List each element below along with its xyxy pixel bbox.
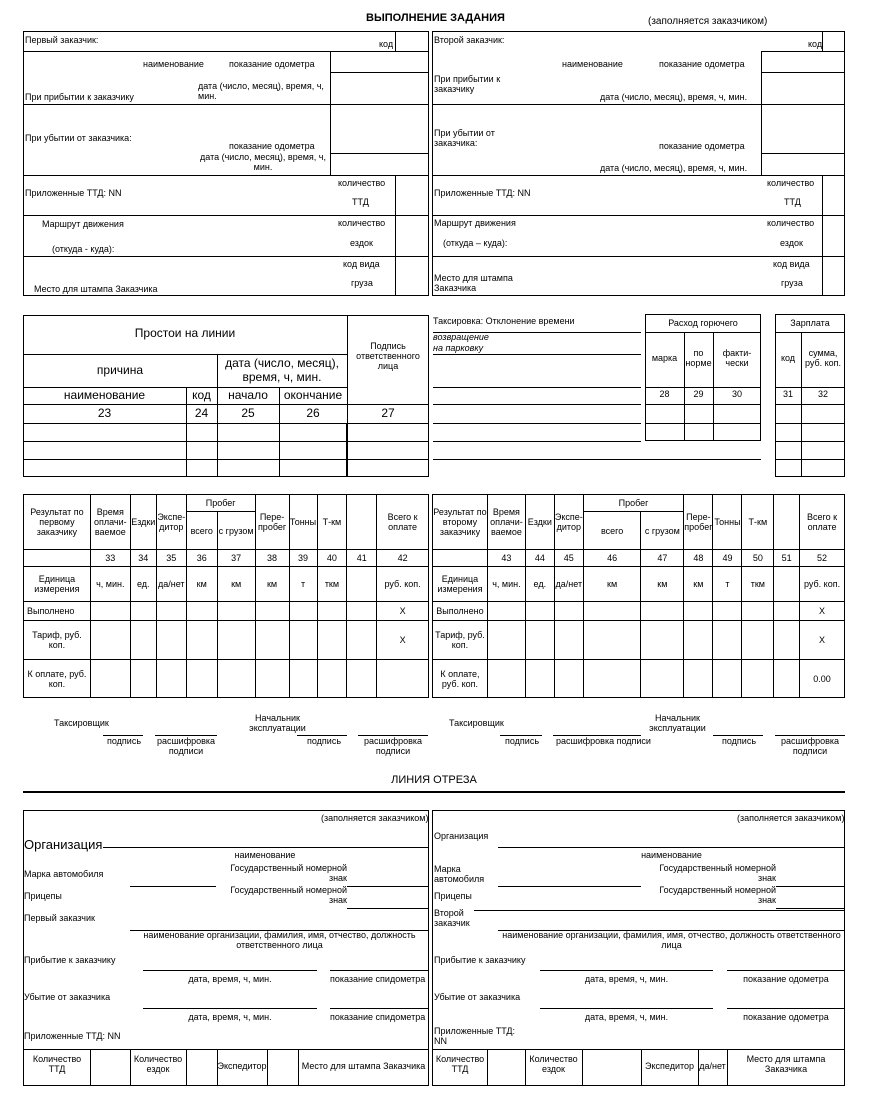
r2-overrun-header: Пере-пробег: [684, 495, 713, 550]
downtime-num-24: 24: [194, 406, 209, 420]
r2-unit: т: [713, 567, 742, 602]
r2-num: 44: [525, 550, 554, 567]
r2-mileage-header: Пробег: [583, 495, 683, 512]
second-qty-label: количество: [767, 178, 815, 188]
stub-left-customer-sub: наименование организации, фамилия, имя, отчество, должность ответственного лица: [143, 930, 416, 950]
sig-right-decode-2: расшифровка подписи: [780, 736, 840, 756]
stub-left-qty-trips: Количество ездок: [133, 1054, 183, 1074]
r1-unit: км: [255, 567, 289, 602]
downtime-title: Простои на линии: [134, 326, 236, 340]
r1-num: 40: [317, 550, 347, 567]
r2-done-x: X: [800, 602, 845, 621]
stub-right-note: (заполняется заказчиком): [737, 813, 845, 823]
r1-unit: ткм: [317, 567, 347, 602]
stub-left-dt-2: дата, время, ч, мин.: [188, 1012, 272, 1022]
stub-left-plate-2: Государственный номерной знак: [230, 885, 347, 905]
r2-result-header: Результат по второму заказчику: [433, 495, 488, 550]
sig-right-sign-2: подпись: [722, 736, 757, 746]
taxing-label: Таксировка: Отклонение времени: [433, 316, 575, 326]
fuel-norm: по норме: [685, 348, 712, 368]
sig-left-sign-2: подпись: [307, 736, 342, 746]
r2-unit: ед.: [525, 567, 554, 602]
r2-num: 48: [684, 550, 713, 567]
results-table-1: [23, 494, 429, 698]
r1-num: 34: [130, 550, 156, 567]
r1-done-label: Выполнено: [24, 602, 91, 621]
salary-num-32: 32: [817, 389, 828, 399]
sig-right-taxer: Таксировщик: [449, 718, 504, 728]
second-route-label: Маршрут движения: [434, 218, 516, 228]
sig-right-sign-1: подпись: [505, 736, 540, 746]
r2-total-header: Всего к оплате: [800, 495, 845, 550]
stub-right-customer-sub: наименование организации, фамилия, имя, отчество, должность ответственного лица: [502, 930, 841, 950]
fuel-actual: факти-чески: [722, 348, 752, 368]
r2-pay-sum: 0.00: [800, 660, 845, 698]
downtime-signature-label: Подпись ответственного лица: [356, 341, 420, 371]
second-customer-code-label: код: [808, 39, 823, 49]
stub-right-qty-ttd: Количество ТТД: [435, 1054, 485, 1074]
stub-right-customer: Второй заказчик: [434, 908, 470, 928]
stub-right-trailers: Прицепы: [434, 891, 472, 901]
second-customer-label: Второй заказчик:: [434, 35, 505, 45]
sig-left-chief: Начальник эксплуатации: [249, 713, 306, 733]
first-stamp-label: Место для штампа Заказчика: [34, 284, 158, 294]
sig-left-decode-1: расшифровка подписи: [156, 736, 216, 756]
second-odometer-label: показание одометра: [659, 59, 745, 69]
first-odometer-label-2: показание одометра: [229, 141, 315, 151]
r1-total-header: Всего к оплате: [377, 495, 429, 550]
downtime-num-25: 25: [241, 406, 255, 420]
r2-forwarder-header: Экспе-дитор: [554, 495, 583, 550]
downtime-name-col: наименование: [63, 388, 146, 402]
taxing-parking: на парковку: [433, 343, 484, 353]
r2-num: 49: [713, 550, 742, 567]
salary-sum: сумма, руб. коп.: [804, 348, 842, 368]
cut-line: [23, 791, 845, 793]
downtime-num-23: 23: [97, 406, 112, 420]
r2-unit: км: [583, 567, 641, 602]
second-name-label: наименование: [562, 59, 623, 69]
stub-left-ttd: Приложенные ТТД: NN: [24, 1031, 121, 1041]
stub-left-odo-2: показание спидометра: [330, 1012, 426, 1022]
first-name-label: наименование: [143, 59, 204, 69]
r2-num: 47: [641, 550, 684, 567]
sig-right-chief: Начальник эксплуатации: [649, 713, 706, 733]
stub-left-stamp: Место для штампа Заказчика: [301, 1061, 426, 1071]
r2-tariff-label: Тариф, руб. коп.: [433, 621, 488, 660]
r1-pay-label: К оплате, руб. коп.: [24, 660, 91, 698]
second-ttd-label: Приложенные ТТД: NN: [434, 188, 531, 198]
r2-unit: км: [641, 567, 684, 602]
second-odometer-label-2: показание одометра: [659, 141, 745, 151]
r1-unit: руб. коп.: [377, 567, 429, 602]
r2-num: 46: [583, 550, 641, 567]
stub-left-trailers: Прицепы: [24, 891, 62, 901]
r1-mileage-total: всего: [186, 512, 217, 550]
page-title: ВЫПОЛНЕНИЕ ЗАДАНИЯ: [366, 12, 505, 24]
first-ttd-label: Приложенные ТТД: NN: [25, 188, 122, 198]
downtime-end-col: окончание: [283, 388, 343, 402]
second-arrival-label: При прибытии к заказчику: [434, 74, 501, 94]
r1-unit: да/нет: [156, 567, 186, 602]
stub-left-car: Марка автомобиля: [24, 869, 104, 879]
second-datetime-label-2: дата (число, месяц), время, ч, мин.: [600, 163, 748, 173]
fuel-num-30: 30: [731, 389, 742, 399]
second-qty-label-2: количество: [767, 218, 815, 228]
r2-tariff-x: X: [800, 621, 845, 660]
sig-left-sign-1: подпись: [107, 736, 142, 746]
first-departure-label: При убытии от заказчика:: [25, 133, 132, 143]
r1-tariff-x: X: [377, 621, 429, 660]
second-ttd-short: ТТД: [784, 197, 801, 207]
first-route-sub: (откуда - куда):: [52, 244, 115, 254]
stub-right-arrival: Прибытие к заказчику: [434, 955, 526, 965]
stub-right-car: Марка автомобиля: [434, 864, 485, 884]
r2-unit-label: Единица измерения: [433, 567, 488, 602]
r1-num: 41: [347, 550, 377, 567]
first-ttd-short: ТТД: [352, 197, 369, 207]
second-trips-label: ездок: [780, 238, 803, 248]
cut-line-label: ЛИНИЯ ОТРЕЗА: [391, 774, 477, 786]
first-odometer-label: показание одометра: [229, 59, 315, 69]
stub-left-arrival: Прибытие к заказчику: [24, 955, 116, 965]
stub-left-odo-1: показание спидометра: [330, 974, 426, 984]
downtime-reason-label: причина: [96, 363, 144, 377]
r2-num: 50: [742, 550, 774, 567]
r1-unit-label: Единица измерения: [24, 567, 91, 602]
r1-time-header: Время оплачи-ваемое: [90, 495, 130, 550]
first-cargo-code-label: код вида: [343, 259, 380, 269]
r1-num: 33: [90, 550, 130, 567]
r2-unit: ч, мин.: [487, 567, 525, 602]
results-table-2: [432, 494, 845, 698]
fuel-num-28: 28: [659, 389, 670, 399]
header-note: (заполняется заказчиком): [648, 16, 768, 27]
r1-unit: км: [186, 567, 217, 602]
taxing-return: возвращение: [433, 332, 489, 342]
r2-num: 51: [774, 550, 800, 567]
first-datetime-label: дата (число, месяц), время, ч, мин.: [198, 81, 324, 101]
stub-right-ttd: Приложенные ТТД: NN: [434, 1026, 515, 1046]
r2-unit: км: [684, 567, 713, 602]
first-trips-label: ездок: [350, 238, 373, 248]
stub-right-odo-2: показание одометра: [743, 1012, 829, 1022]
r1-num: 35: [156, 550, 186, 567]
fuel-brand: марка: [651, 353, 678, 363]
r2-tkm-header: Т-км: [742, 495, 774, 550]
salary-num-31: 31: [782, 389, 793, 399]
stub-left-qty-ttd: Количество ТТД: [32, 1054, 82, 1074]
r2-num: 43: [487, 550, 525, 567]
r2-pay-label: К оплате, руб. коп.: [433, 660, 488, 698]
second-cargo-code-label: код вида: [773, 259, 810, 269]
stub-left-plate-1: Государственный номерной знак: [230, 863, 347, 883]
r1-num: 39: [289, 550, 317, 567]
fuel-title: Расход горючего: [668, 318, 738, 328]
first-cargo-label: груза: [351, 278, 373, 288]
stub-right-stamp: Место для штампа Заказчика: [746, 1054, 826, 1074]
second-departure-label: При убытии от заказчика:: [434, 128, 495, 148]
stub-right-departure: Убытие от заказчика: [434, 992, 521, 1002]
first-arrival-label: При прибытии к заказчику: [25, 92, 134, 102]
stub-right-org: Организация: [434, 831, 489, 841]
r1-done-x: X: [377, 602, 429, 621]
r1-num: 37: [217, 550, 255, 567]
first-qty-label: количество: [338, 178, 386, 188]
second-route-sub: (откуда – куда):: [443, 238, 508, 248]
sig-right-decode-1: расшифровка подписи: [556, 736, 651, 746]
downtime-num-27: 27: [381, 406, 395, 420]
r1-tariff-label: Тариф, руб. коп.: [24, 621, 91, 660]
downtime-start-col: начало: [228, 388, 268, 402]
r1-overrun-header: Пере-пробег: [255, 495, 289, 550]
r1-unit: ч, мин.: [90, 567, 130, 602]
stub-right-forwarder: Экспедитор: [645, 1061, 694, 1071]
stub-left-name: наименование: [234, 850, 296, 860]
stub-right-plate-2: Государственный номерной знак: [659, 885, 776, 905]
r1-forwarder-header: Экспе-дитор: [156, 495, 186, 550]
r1-unit: т: [289, 567, 317, 602]
second-cargo-label: груза: [781, 278, 803, 288]
sig-left-taxer: Таксировщик: [54, 718, 109, 728]
r2-mileage-loaded: с грузом: [641, 512, 684, 550]
stub-right-dt-1: дата, время, ч, мин.: [584, 974, 669, 984]
second-datetime-label: дата (число, месяц), время, ч, мин.: [600, 92, 748, 102]
stub-right-qty-trips: Количество ездок: [529, 1054, 578, 1074]
first-customer-label: Первый заказчик:: [25, 35, 99, 45]
downtime-datetime-label: дата (число, месяц), время, ч, мин.: [225, 356, 339, 384]
r2-unit: да/нет: [554, 567, 583, 602]
r1-tons-header: Тонны: [289, 495, 317, 550]
stub-right-odo-1: показание одометра: [743, 974, 829, 984]
salary-title: Зарплата: [790, 318, 830, 328]
r2-trips-header: Ездки: [525, 495, 554, 550]
stub-left-departure: Убытие от заказчика: [24, 992, 111, 1002]
first-datetime-label-2: дата (число, месяц), время, ч, мин.: [200, 152, 326, 172]
r1-num: 42: [377, 550, 429, 567]
fuel-num-29: 29: [693, 389, 704, 399]
r1-result-header: Результат по первому заказчику: [24, 495, 91, 550]
sig-left-decode-2: расшифровка подписи: [363, 736, 423, 756]
r1-mileage-loaded: с грузом: [217, 512, 255, 550]
r2-tons-header: Тонны: [713, 495, 742, 550]
stub-left-customer: Первый заказчик: [24, 913, 95, 923]
stub-left-note: (заполняется заказчиком): [321, 813, 429, 823]
stub-left-forwarder: Экспедитор: [217, 1061, 267, 1071]
r2-unit: ткм: [742, 567, 774, 602]
downtime-num-26: 26: [306, 406, 320, 420]
stub-right-plate-1: Государственный номерной знак: [659, 863, 776, 883]
r1-unit: км: [217, 567, 255, 602]
r1-trips-header: Ездки: [130, 495, 156, 550]
stub-right-name: наименование: [641, 850, 702, 860]
r2-num: 45: [554, 550, 583, 567]
first-qty-label-2: количество: [338, 218, 386, 228]
r1-tkm-header: Т-км: [317, 495, 347, 550]
r2-mileage-total: всего: [583, 512, 641, 550]
first-customer-code-label: код: [379, 39, 394, 49]
stub-left-dt-1: дата, время, ч, мин.: [188, 974, 272, 984]
r2-unit: руб. коп.: [800, 567, 845, 602]
salary-code: код: [780, 353, 796, 363]
r2-time-header: Время оплачи-ваемое: [487, 495, 525, 550]
r1-unit: ед.: [130, 567, 156, 602]
second-stamp-label: Место для штампа Заказчика: [434, 273, 513, 293]
stub-right-yesno: да/нет: [699, 1061, 726, 1071]
r2-num: 52: [800, 550, 845, 567]
r1-num: 38: [255, 550, 289, 567]
stub-right-dt-2: дата, время, ч, мин.: [584, 1012, 669, 1022]
r2-done-label: Выполнено: [433, 602, 488, 621]
stub-left-org: Организация: [24, 837, 103, 852]
downtime-code-col: код: [192, 388, 211, 402]
r1-num: 36: [186, 550, 217, 567]
r1-mileage-header: Пробег: [186, 495, 255, 512]
first-route-label: Маршрут движения: [42, 219, 124, 229]
